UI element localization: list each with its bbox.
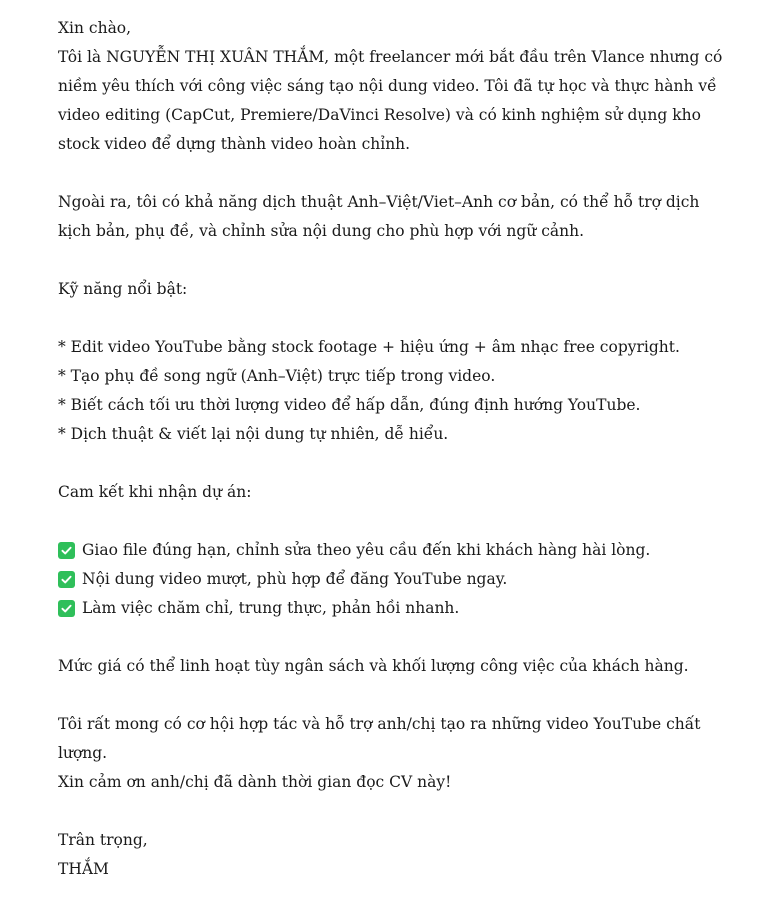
commitment-text: Làm việc chăm chỉ, trung thực, phản hồi nhanh. — [82, 599, 460, 617]
spacer — [58, 246, 748, 275]
commitments-heading: Cam kết khi nhận dự án: — [58, 483, 252, 501]
check-mark-button-icon — [58, 571, 75, 588]
hope-paragraph — [58, 710, 748, 768]
intro-line: video editing (CapCut, Premiere/DaVinci Resolve) và có kinh nghiệm sử dụng kho — [58, 106, 701, 124]
spacer — [58, 304, 748, 333]
signature: THẮM — [58, 860, 109, 878]
intro-paragraph — [58, 43, 748, 159]
commitment-item — [58, 594, 748, 623]
spacer — [58, 449, 748, 478]
commitment-item — [58, 536, 748, 565]
intro-line: niềm yêu thích với công việc sáng tạo nội dung video. Tôi đã tự học và thực hành về — [58, 77, 717, 95]
closing: Trân trọng, — [58, 831, 148, 849]
intro-line: stock video để dựng thành video hoàn chỉnh. — [58, 135, 411, 153]
skill-item: * Dịch thuật & viết lại nội dung tự nhiên, dễ hiểu. — [58, 425, 449, 443]
check-mark-button-icon — [58, 600, 75, 617]
commitment-item — [58, 565, 748, 594]
skills-heading: Kỹ năng nổi bật: — [58, 280, 188, 298]
intro-line: Tôi là NGUYỄN THỊ XUÂN THẮM, một freelancer mới bắt đầu trên Vlance nhưng có — [58, 48, 723, 66]
commitment-text: Giao file đúng hạn, chỉnh sửa theo yêu cầu đến khi khách hàng hài lòng. — [82, 541, 651, 559]
spacer — [58, 681, 748, 710]
translation-line: kịch bản, phụ đề, và chỉnh sửa nội dung cho phù hợp với ngữ cảnh. — [58, 222, 585, 240]
commitment-text: Nội dung video mượt, phù hợp để đăng YouTube ngay. — [82, 570, 508, 588]
skill-item: * Biết cách tối ưu thời lượng video để hấp dẫn, đúng định hướng YouTube. — [58, 396, 641, 414]
skill-item: * Tạo phụ đề song ngữ (Anh–Việt) trực tiếp trong video. — [58, 367, 496, 385]
skills-list — [58, 333, 748, 449]
cover-letter — [58, 14, 748, 884]
spacer — [58, 507, 748, 536]
thanks-line: Xin cảm ơn anh/chị đã dành thời gian đọc CV này! — [58, 773, 452, 791]
skill-item: * Edit video YouTube bằng stock footage + hiệu ứng + âm nhạc free copyright. — [58, 338, 680, 356]
translation-paragraph — [58, 188, 748, 246]
hope-line: lượng. — [58, 744, 108, 762]
spacer — [58, 159, 748, 188]
check-mark-button-icon — [58, 542, 75, 559]
pricing-note: Mức giá có thể linh hoạt tùy ngân sách và khối lượng công việc của khách hàng. — [58, 657, 689, 675]
translation-line: Ngoài ra, tôi có khả năng dịch thuật Anh–Việt/Viet–Anh cơ bản, có thể hỗ trợ dịch — [58, 193, 700, 211]
commitments-list — [58, 536, 748, 623]
hope-line: Tôi rất mong có cơ hội hợp tác và hỗ trợ anh/chị tạo ra những video YouTube chất — [58, 715, 701, 733]
spacer — [58, 797, 748, 826]
greeting: Xin chào, — [58, 19, 132, 37]
spacer — [58, 623, 748, 652]
